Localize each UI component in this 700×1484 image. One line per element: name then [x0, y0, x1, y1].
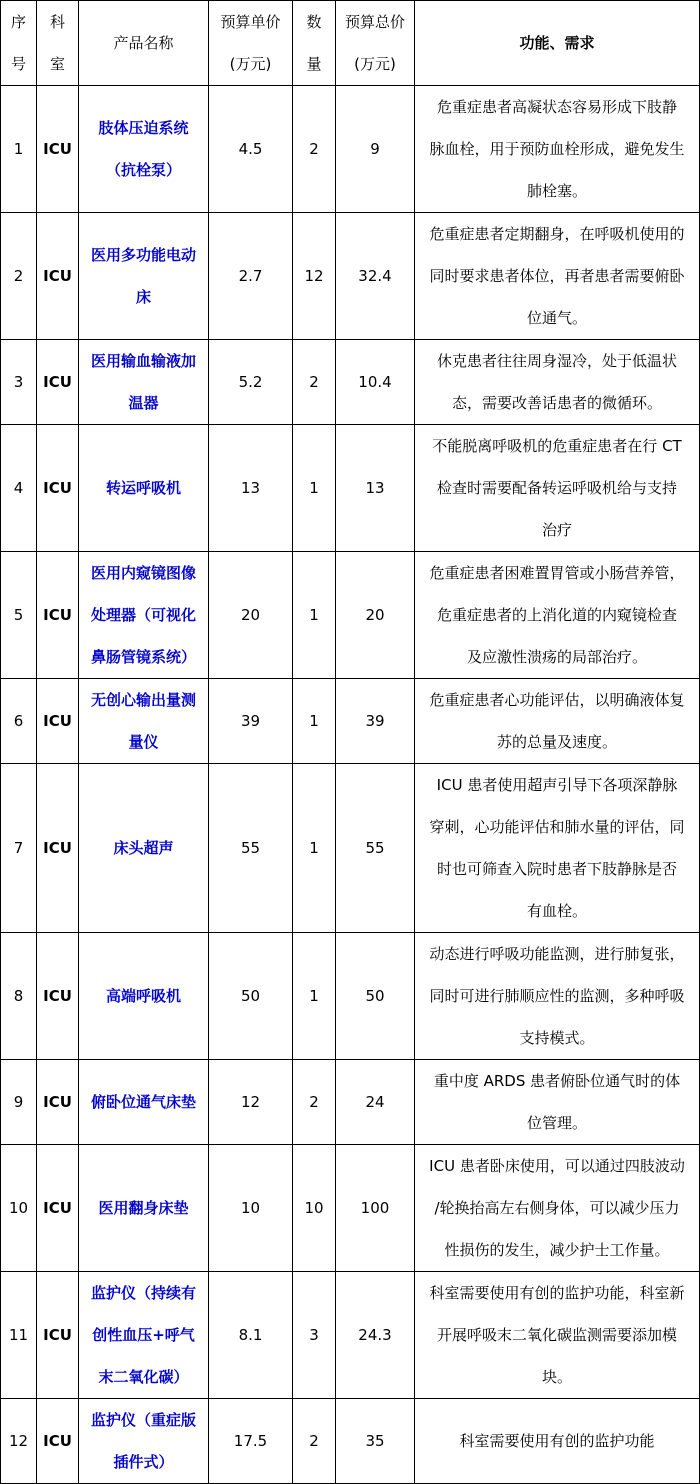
table-row: [1, 1060, 700, 1145]
requirement-line: 检查时需要配备转运呼吸机给与支持: [436, 479, 677, 497]
requirement-line: 治疗: [541, 521, 572, 539]
cell-qty: 12: [293, 213, 336, 340]
product-name-line: 末二氧化碳）: [98, 1368, 189, 1386]
cell-total: 24.3: [336, 1272, 415, 1399]
cell-seq: 3: [1, 340, 37, 425]
requirement-line: ICU 患者卧床使用，可以通过四肢波动: [429, 1157, 685, 1175]
cell-requirements: [415, 213, 700, 340]
cell-qty: 3: [293, 1272, 336, 1399]
cell-seq: 10: [1, 1145, 37, 1272]
cell-qty: 2: [293, 1399, 336, 1484]
requirement-line: 危重症患者的上消化道的内窥镜检查: [436, 606, 677, 624]
cell-dept: ICU: [37, 340, 79, 425]
cell-product-name: [79, 425, 209, 552]
cell-total: 35: [336, 1399, 415, 1484]
cell-qty: 10: [293, 1145, 336, 1272]
cell-unit-price: 55: [209, 764, 293, 933]
cell-requirements: [415, 340, 700, 425]
product-name-line: 高端呼吸机: [105, 987, 181, 1005]
cell-dept: ICU: [37, 1060, 79, 1145]
requirement-line: 开展呼吸末二氧化碳监测需要添加模: [436, 1326, 677, 1344]
product-name-line: 医用输血输液加: [90, 352, 196, 370]
cell-product-name: [79, 86, 209, 213]
requirement-line: 危重症患者心功能评估，以明确液体复: [429, 691, 685, 709]
header-dept: 科 室: [37, 1, 79, 86]
cell-unit-price: 10: [209, 1145, 293, 1272]
cell-qty: 1: [293, 933, 336, 1060]
cell-requirements: [415, 1060, 700, 1145]
cell-unit-price: 5.2: [209, 340, 293, 425]
product-name-line: 处理器（可视化: [90, 606, 196, 624]
requirement-line: 穿刺，心功能评估和肺水量的评估，同: [429, 818, 685, 836]
requirement-line: 动态进行呼吸功能监测，进行肺复张，: [429, 945, 685, 963]
product-name-line: 量仪: [128, 733, 159, 751]
cell-total: 50: [336, 933, 415, 1060]
cell-unit-price: 39: [209, 679, 293, 764]
cell-product-name: [79, 1399, 209, 1484]
cell-total: 32.4: [336, 213, 415, 340]
cell-product-name: [79, 933, 209, 1060]
product-name-line: （抗栓泵）: [105, 161, 181, 179]
cell-seq: 5: [1, 552, 37, 679]
requirement-line: 同时可进行肺顺应性的监测，多种呼吸: [429, 987, 685, 1005]
requirement-line: 苏的总量及速度。: [496, 733, 617, 751]
requirement-line: 危重症患者困难置胃管或小肠营养管，: [429, 564, 685, 582]
product-name-line: 插件式）: [113, 1453, 174, 1471]
requirement-line: 危重症患者高凝状态容易形成下肢静: [436, 98, 677, 116]
table-row: [1, 764, 700, 933]
cell-product-name: [79, 1060, 209, 1145]
requirement-line: 态，需要改善话患者的微循环。: [451, 394, 662, 412]
requirement-line: 同时要求患者体位，再者患者需要俯卧: [429, 267, 685, 285]
table-row: [1, 1145, 700, 1272]
cell-total: 9: [336, 86, 415, 213]
requirement-line: 时也可筛查入院时患者下肢静脉是否: [436, 860, 677, 878]
table-row: [1, 933, 700, 1060]
cell-requirements: [415, 1399, 700, 1484]
cell-unit-price: 4.5: [209, 86, 293, 213]
cell-total: 100: [336, 1145, 415, 1272]
cell-product-name: [79, 213, 209, 340]
cell-product-name: [79, 1272, 209, 1399]
requirement-line: 及应激性溃疡的局部治疗。: [466, 648, 647, 666]
product-name-line: 医用翻身床垫: [98, 1199, 189, 1217]
cell-dept: ICU: [37, 764, 79, 933]
product-name-line: 床头超声: [113, 839, 174, 857]
product-name-line: 肢体压迫系统: [98, 119, 189, 137]
cell-qty: 1: [293, 764, 336, 933]
cell-unit-price: 20: [209, 552, 293, 679]
requirement-line: 支持模式。: [519, 1029, 595, 1047]
table-row: [1, 340, 700, 425]
cell-total: 13: [336, 425, 415, 552]
cell-requirements: [415, 1272, 700, 1399]
requirement-line: 危重症患者定期翻身，在呼吸机使用的: [429, 225, 685, 243]
cell-unit-price: 17.5: [209, 1399, 293, 1484]
cell-seq: 2: [1, 213, 37, 340]
cell-unit-price: 50: [209, 933, 293, 1060]
table-row: [1, 1272, 700, 1399]
requirement-line: 科室需要使用有创的监护功能: [459, 1432, 655, 1450]
cell-seq: 12: [1, 1399, 37, 1484]
cell-requirements: [415, 1145, 700, 1272]
table-row: [1, 679, 700, 764]
table-row: [1, 552, 700, 679]
cell-dept: ICU: [37, 213, 79, 340]
product-name-line: 医用内窥镜图像: [90, 564, 196, 582]
product-name-line: 温器: [128, 394, 159, 412]
requirement-line: 位通气。: [526, 309, 587, 327]
table-row: [1, 1399, 700, 1484]
cell-total: 20: [336, 552, 415, 679]
header-unit-price: 预算单价 (万元): [209, 1, 293, 86]
product-name-line: 监护仪（持续有: [90, 1284, 196, 1302]
cell-qty: 1: [293, 552, 336, 679]
cell-unit-price: 8.1: [209, 1272, 293, 1399]
cell-unit-price: 2.7: [209, 213, 293, 340]
cell-requirements: [415, 552, 700, 679]
header-qty: 数 量: [293, 1, 336, 86]
cell-dept: ICU: [37, 425, 79, 552]
cell-unit-price: 13: [209, 425, 293, 552]
cell-total: 55: [336, 764, 415, 933]
cell-product-name: [79, 764, 209, 933]
cell-total: 24: [336, 1060, 415, 1145]
cell-product-name: [79, 340, 209, 425]
cell-seq: 1: [1, 86, 37, 213]
table-row: [1, 86, 700, 213]
product-name-line: 床: [135, 288, 151, 306]
cell-qty: 1: [293, 425, 336, 552]
cell-seq: 9: [1, 1060, 37, 1145]
cell-requirements: [415, 679, 700, 764]
cell-dept: ICU: [37, 1399, 79, 1484]
cell-product-name: [79, 552, 209, 679]
cell-dept: ICU: [37, 679, 79, 764]
cell-requirements: [415, 933, 700, 1060]
product-name-line: 无创心输出量测: [90, 691, 196, 709]
table-row: [1, 213, 700, 340]
product-name-line: 俯卧位通气床垫: [90, 1093, 196, 1111]
requirement-line: 休克患者往往周身湿冷，处于低温状: [436, 352, 677, 370]
cell-unit-price: 12: [209, 1060, 293, 1145]
cell-dept: ICU: [37, 933, 79, 1060]
header-total: 预算总价 (万元): [336, 1, 415, 86]
cell-seq: 4: [1, 425, 37, 552]
requirement-line: /轮换抬高左右侧身体，可以减少压力: [434, 1199, 680, 1217]
requirement-line: 重中度 ARDS 患者俯卧位通气时的体: [433, 1072, 681, 1090]
requirement-line: 性损伤的发生，减少护士工作量。: [444, 1241, 670, 1259]
header-seq: 序 号: [1, 1, 37, 86]
cell-qty: 2: [293, 1060, 336, 1145]
cell-seq: 8: [1, 933, 37, 1060]
product-name-line: 鼻肠管镜系统）: [90, 648, 196, 666]
cell-dept: ICU: [37, 86, 79, 213]
requirement-line: 位管理。: [526, 1114, 587, 1132]
requirement-line: ICU 患者使用超声引导下各项深静脉: [436, 776, 678, 794]
requirement-line: 肺栓塞。: [526, 182, 587, 200]
requirement-line: 不能脱离呼吸机的危重症患者在行 CT: [432, 437, 682, 455]
requirement-line: 有血栓。: [526, 902, 587, 920]
product-name-line: 转运呼吸机: [105, 479, 181, 497]
requirement-line: 块。: [541, 1368, 572, 1386]
product-name-line: 医用多功能电动: [90, 246, 196, 264]
header-requirements: 功能、需求: [415, 1, 700, 86]
cell-total: 39: [336, 679, 415, 764]
cell-product-name: [79, 679, 209, 764]
header-row: [1, 1, 700, 86]
cell-dept: ICU: [37, 552, 79, 679]
cell-qty: 1: [293, 679, 336, 764]
cell-product-name: [79, 1145, 209, 1272]
cell-seq: 11: [1, 1272, 37, 1399]
product-name-line: 监护仪（重症版: [90, 1411, 196, 1429]
cell-seq: 6: [1, 679, 37, 764]
cell-requirements: [415, 86, 700, 213]
table-row: [1, 425, 700, 552]
header-product-name: 产品名称: [79, 1, 209, 86]
cell-qty: 2: [293, 86, 336, 213]
requirement-line: 脉血栓，用于预防血栓形成，避免发生: [429, 140, 685, 158]
cell-requirements: [415, 764, 700, 933]
cell-dept: ICU: [37, 1145, 79, 1272]
cell-dept: ICU: [37, 1272, 79, 1399]
cell-total: 10.4: [336, 340, 415, 425]
requirement-line: 科室需要使用有创的监护功能，科室新: [429, 1284, 685, 1302]
cell-seq: 7: [1, 764, 37, 933]
product-name-line: 创性血压+呼气: [92, 1326, 195, 1344]
cell-qty: 2: [293, 340, 336, 425]
cell-requirements: [415, 425, 700, 552]
